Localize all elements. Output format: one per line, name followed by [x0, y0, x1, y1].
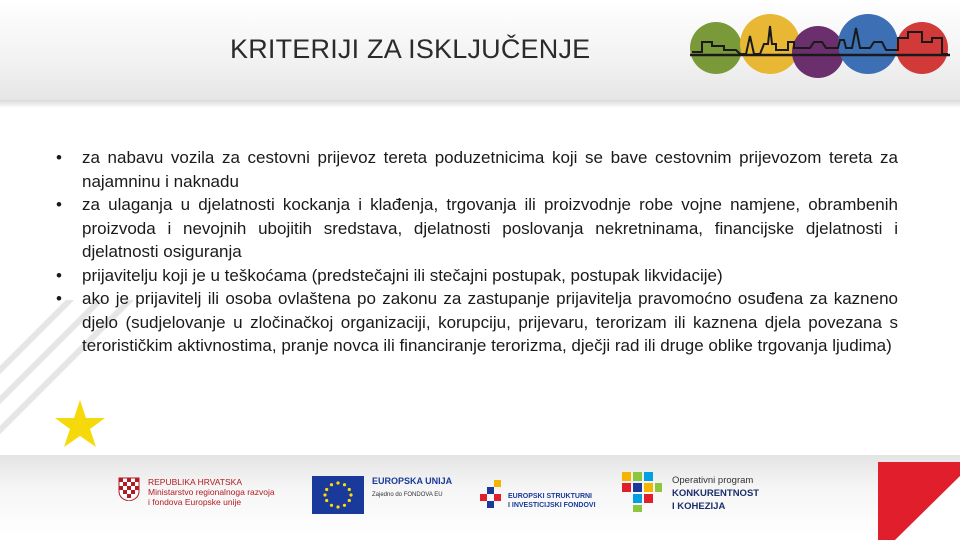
exclusion-criteria-list: [56, 146, 898, 358]
eu-flag-icon: [312, 476, 364, 514]
esif-mark-icon: [478, 472, 508, 512]
list-item: [56, 264, 898, 288]
bullet-text: prijavitelju koji je u teškoćama (predstečajni ili stečajni postupak, postupak likvidacije): [82, 265, 723, 285]
ministry-line-1: REPUBLIKA HRVATSKA: [148, 477, 243, 487]
op-logo: [620, 468, 800, 520]
op-mark-icon: [620, 470, 664, 514]
bullet-icon: •: [56, 148, 62, 167]
bullet-icon: •: [56, 265, 62, 285]
eu-title: EUROPSKA UNIJA: [372, 476, 453, 486]
ministry-line-2: Ministarstvo regionalnoga razvoja: [148, 487, 275, 497]
ministry-line-3: i fondova Europske unije: [148, 497, 242, 507]
bullet-icon: •: [56, 195, 62, 214]
bullet-text: ako je prijavitelj ili osoba ovlaštena po zakonu za zastupanje prijavitelja pravomoćno osuđena za kazneno djelo (sudjelovanje u zločinačkoj organizaciji, korupciju, prijevaru, terorizam ili kaznena djela povezana s terorističkim aktivnostima, pranje novca ili financiranje terorizma, dječji rad ili druge oblike trgovanja ljudima): [82, 289, 898, 355]
star-icon: [55, 400, 105, 447]
list-item: [56, 146, 898, 193]
eu-logo: [312, 468, 458, 520]
esif-logo: [478, 468, 608, 520]
bullet-text: za nabavu vozila za cestovni prijevoz tereta poduzetnicima koji se bave cestovnim prijevozom tereta za najamninu i naknadu: [82, 148, 898, 191]
croatian-coat-of-arms-icon: [118, 475, 140, 501]
list-item: [56, 193, 898, 264]
bullet-text: za ulaganja u djelatnosti kockanja i klađenja, trgovanja ili proizvodnje robe vojne namjene, obrambenih proizvoda i nevojnih ubojitih sredstava, djelatnosti poslovanja nekretninama, financijske djelatnosti i djelatnosti osiguranja: [82, 195, 898, 261]
eu-subtitle: Zajedno do FONDOVA EU: [372, 492, 443, 498]
op-line-3: I KOHEZIJA: [672, 501, 726, 512]
ministry-logo: [118, 468, 308, 520]
bullet-icon: •: [56, 289, 62, 308]
op-line-2: KONKURENTNOST: [672, 488, 760, 499]
list-item: [56, 287, 898, 358]
esif-line-2: I INVESTICIJSKI FONDOVI: [508, 502, 596, 509]
op-line-1: Operativni program: [672, 475, 754, 486]
esif-line-1: EUROPSKI STRUKTURNI: [508, 493, 593, 500]
slide-title: KRITERIJI ZA ISKLJUČENJE: [230, 34, 591, 64]
header-shadow: [0, 100, 960, 108]
town-skyline-logo: [690, 14, 950, 80]
